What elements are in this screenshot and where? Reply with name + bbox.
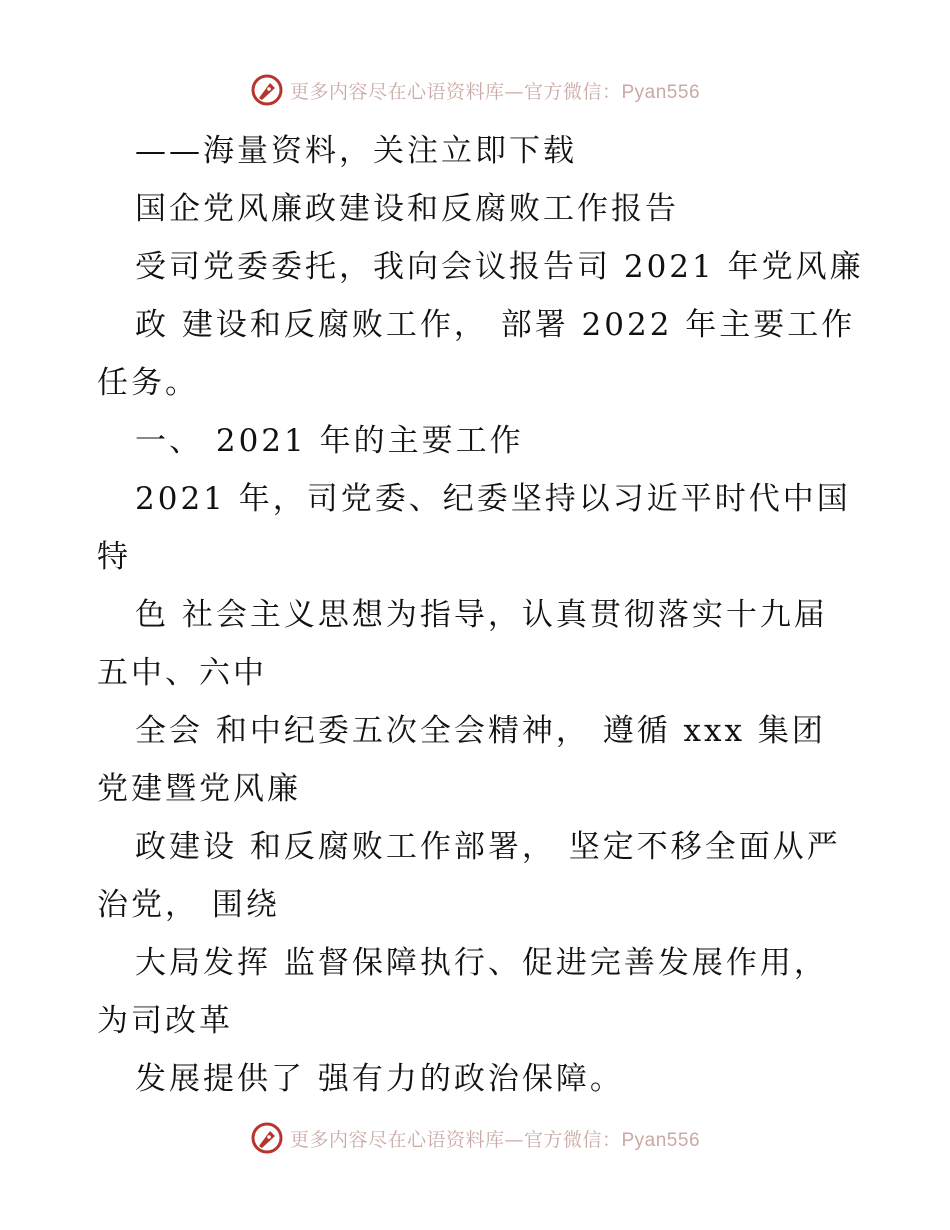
body-line: 党建暨党风廉	[97, 771, 301, 807]
footer-banner-label: 更多内容尽在心语资料库—官方微信：	[289, 1128, 622, 1151]
header-banner-handle: Pyan556	[621, 81, 701, 103]
body-line: 五中、六中	[97, 655, 267, 691]
body-line: 色 社会主义思想为指导，认真贯彻落实十九届	[135, 597, 828, 633]
body-line: 发展提供了 强有力的政治保障。	[135, 1061, 624, 1097]
body-line: 任务。	[97, 365, 199, 401]
body-line: 全会 和中纪委五次全会精神， 遵循 xxx 集团	[135, 713, 826, 749]
body-line: 2021 年，司党委、纪委坚持以习近平时代中国	[135, 481, 851, 517]
body-line: 政建设 和反腐败工作部署， 坚定不移全面从严	[135, 829, 841, 865]
section-heading: 一、 2021 年的主要工作	[135, 423, 524, 459]
body-line: 为司改革	[97, 1003, 233, 1039]
footer-banner-text	[290, 1125, 700, 1152]
header-banner-label: 更多内容尽在心语资料库—官方微信：	[289, 80, 622, 103]
pen-nib-logo-icon	[250, 73, 284, 107]
document-body	[97, 122, 864, 1108]
document-title: 国企党风廉政建设和反腐败工作报告	[135, 191, 679, 227]
pen-nib-logo-icon	[250, 1121, 284, 1155]
header-banner	[0, 70, 950, 110]
body-line-subtitle: ——海量资料，关注立即下载	[135, 133, 577, 169]
body-line: 大局发挥 监督保障执行、促进完善发展作用，	[135, 945, 828, 981]
footer-banner	[0, 1118, 950, 1158]
body-line: 治党， 围绕	[97, 887, 280, 923]
body-line: 受司党委委托，我向会议报告司 2021 年党风廉	[135, 249, 864, 285]
header-banner-text	[290, 77, 700, 104]
body-line: 特	[97, 539, 131, 575]
body-line: 政 建设和反腐败工作， 部署 2022 年主要工作	[135, 307, 856, 343]
footer-banner-handle: Pyan556	[621, 1129, 701, 1151]
